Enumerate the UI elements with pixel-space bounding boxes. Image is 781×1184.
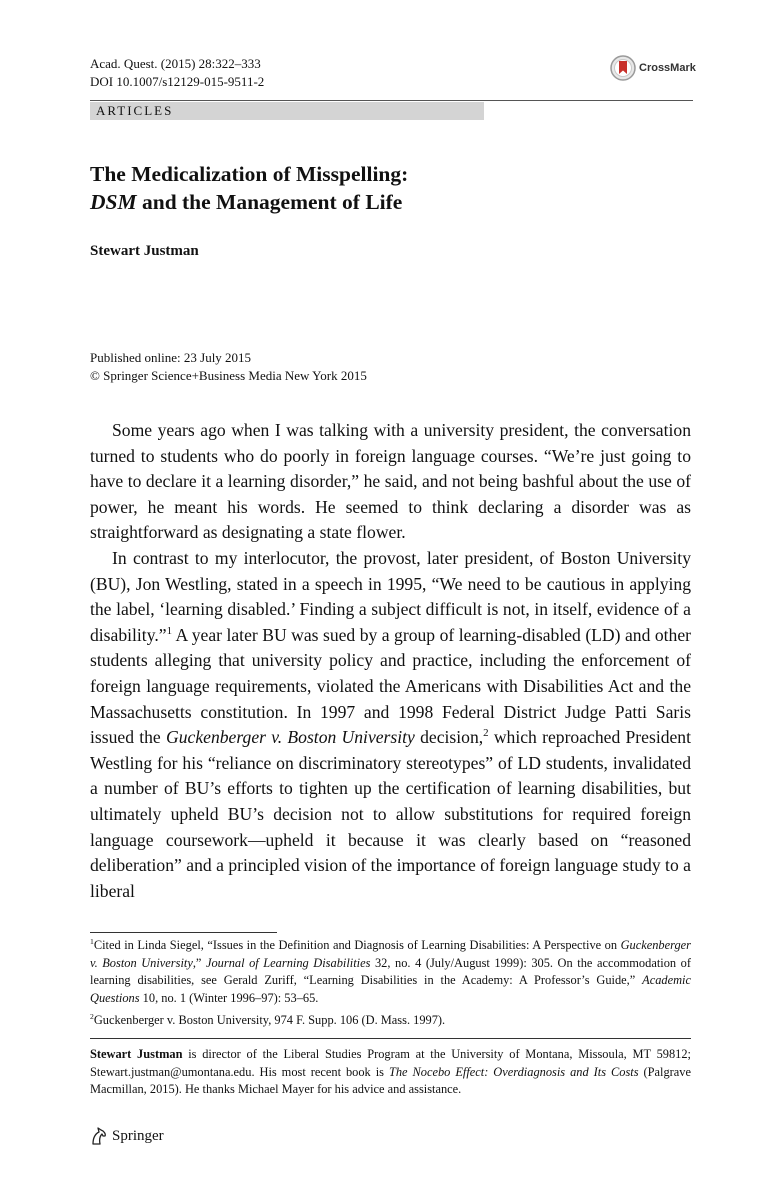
footnote-ref-2[interactable]: 2: [483, 727, 489, 740]
footnote-1: [90, 937, 691, 1007]
header-rule: [90, 100, 693, 101]
copyright-icon: ©: [90, 368, 100, 383]
title-italic-dsm: DSM: [90, 190, 137, 214]
footnotes: [90, 937, 691, 1035]
article-title: [90, 160, 408, 216]
footnote-1-journal: Journal of Learning Disabilities: [205, 955, 371, 970]
footnote-1-text-c: 32, no. 4 (July/August 1999): 305. On the accommodation of learning disabilities, see Gerald Zuriff, “Learning Disabilities in the Academy: A Professor’s Guide,”: [90, 955, 691, 987]
published-date: Published online: 23 July 2015: [90, 350, 252, 365]
title-line-2-rest: and the Management of Life: [136, 190, 403, 214]
author-bio: [90, 1046, 691, 1099]
crossmark-label: CrossMark: [639, 62, 696, 74]
journal-metadata: [90, 55, 264, 91]
p2-case-name: Guckenberger v. Boston University: [166, 727, 415, 748]
bio-text-b: (Palgrave Macmillan, 2015). He thanks Michael Mayer for his advice and assistance.: [90, 1064, 691, 1096]
footnote-2-text: Guckenberger v. Boston University, 974 F. Supp. 106 (D. Mass. 1997).: [93, 1013, 446, 1027]
springer-logo: [90, 1126, 164, 1146]
author-name: Stewart Justman: [90, 243, 199, 259]
footnote-1-case: Guckenberger v. Boston University: [90, 938, 691, 970]
body-paragraph-2: [90, 546, 691, 904]
section-label: ARTICLES: [96, 103, 174, 118]
springer-label: Springer: [112, 1127, 164, 1144]
footnote-2: [90, 1012, 691, 1030]
footnote-1-journal-2: Academic Questions: [90, 973, 691, 1005]
footnote-rule: [90, 932, 277, 933]
p2-text-c: decision,: [414, 727, 484, 748]
bio-rule: [90, 1038, 691, 1039]
footnote-2-number: 2: [90, 1011, 94, 1021]
p2-text-a: In contrast to my interlocutor, the provost, later president, of Boston University (BU), Jon Westling, stated in a speech in 1995, “We need to be cautious in applying the label, ‘learning disabled.’ Finding a subject difficult is not, in itself, evidence of a disability.”: [90, 547, 691, 645]
title-line-2: [90, 188, 408, 216]
springer-horse-icon: [90, 1126, 108, 1146]
footnote-1-text-d: 10, no. 1 (Winter 1996–97): 53–65.: [139, 990, 319, 1005]
footnote-ref-1[interactable]: 1: [166, 624, 173, 637]
doi[interactable]: DOI 10.1007/s12129-015-9511-2: [90, 74, 265, 89]
crossmark-badge[interactable]: [610, 55, 696, 81]
p2-text-d: which reproached President Westling for his “reliance on discriminatory stereotypes” of LD students, invalidated a number of BU’s efforts to tighten up the certification of learning disabilities, but ultimately upheld BU’s decision not to allow substitutions for required foreign language coursework—upheld it because it was clearly based on “reasoned deliberation” and a principled vision of the importance of foreign language study to a liberal: [90, 727, 691, 901]
p2-text-b: A year later BU was sued by a group of learning-disabled (LD) and other students alleging that university policy and practice, including the enforcement of foreign language requirements, violated the Americans with Disabilities Act and the Massachusetts constitution. In 1997 and 1998 Federal District Judge Patti Saris issued the: [90, 624, 691, 748]
copyright-line: [90, 367, 367, 385]
body-paragraph-1: Some years ago when I was talking with a university president, the conversation turned to students who do poorly in foreign language courses. “We’re just going to have to declare it a learning disorder,” he said, and not being bashful about the use of power, he meant his words. He seemed to think declaring a disorder was as straightforward as designating a state flower.: [90, 420, 691, 543]
article-body: [90, 418, 691, 904]
journal-citation: Acad. Quest. (2015) 28:322–333: [90, 56, 261, 71]
crossmark-icon: [610, 55, 636, 81]
publication-info: [90, 349, 367, 385]
footnote-1-text-b: ,”: [192, 955, 206, 970]
bio-author-name: Stewart Justman: [90, 1047, 183, 1061]
footnote-1-number: 1: [90, 936, 94, 946]
bio-text-a: is director of the Liberal Studies Program at the University of Montana, Missoula, MT 59812; Stewart.justman@umontana.edu. His most recent book is: [90, 1047, 691, 1079]
copyright-text: Springer Science+Business Media New York 2015: [103, 368, 367, 383]
footnote-1-text-a: Cited in Linda Siegel, “Issues in the Definition and Diagnosis of Learning Disabilities: A Perspective on: [93, 938, 621, 952]
title-line-1: The Medicalization of Misspelling:: [90, 162, 409, 186]
bio-book-title: The Nocebo Effect: Overdiagnosis and Its Costs: [388, 1064, 639, 1079]
